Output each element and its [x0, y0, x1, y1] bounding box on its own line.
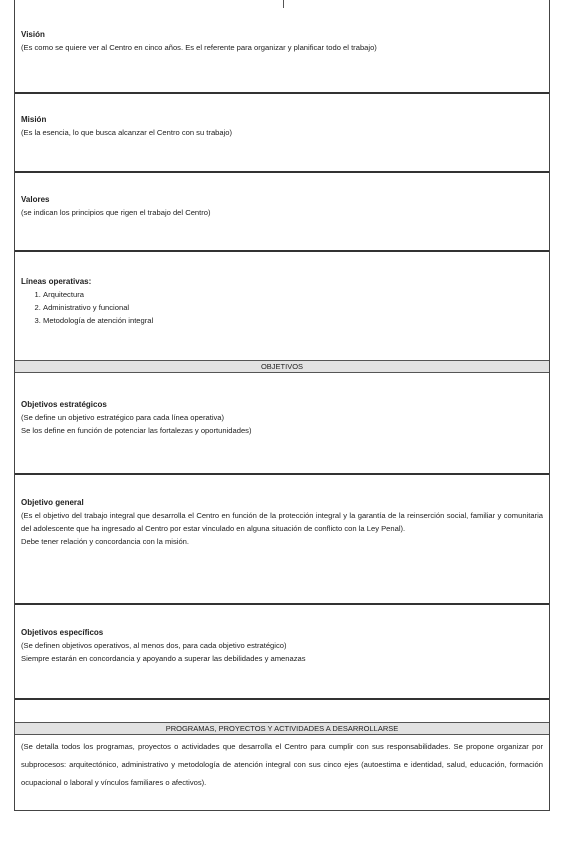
list-item: 1. Arquitectura — [43, 288, 543, 301]
divider — [15, 473, 549, 475]
strategic-line: (Se define un objetivo estratégico para cada línea operativa) — [21, 413, 225, 422]
divider — [15, 698, 549, 700]
programs-text: (Se detalla todos los programas, proyectos o actividades que desarrolla el Centro para cumplir con sus responsabilidades. Se propone organizar por subprocesos: arquitectónico, administrativo y metodología de atención integral con sus cinco ejes (autoestima e identidad, salud, educación, formación ocupacional o laboral y vínculos familiares o afectivos). — [21, 742, 543, 787]
general-section — [21, 496, 543, 548]
mission-section — [21, 113, 543, 139]
objectives-header: OBJETIVOS — [15, 360, 549, 373]
vision-text: (Es como se quiere ver al Centro en cinco años. Es el referente para organizar y planificar todo el trabajo) — [21, 43, 377, 52]
specific-title: Objetivos específicos — [21, 628, 104, 637]
values-title: Valores — [21, 195, 50, 204]
list-item: 2. Administrativo y funcional — [43, 301, 543, 314]
vision-section — [21, 28, 543, 54]
lines-list — [21, 288, 543, 327]
divider — [15, 250, 549, 252]
document-page — [14, 0, 550, 811]
divider — [15, 171, 549, 173]
general-text: (Es el objetivo del trabajo integral que desarrolla el Centro en función de la protección integral y la garantía de la reinserción social, familiar y comunitaria del adolescente que ha ingresado al Centro por estar vinculado en alguna situación de conflicto con la Ley Penal). — [21, 511, 543, 533]
divider — [15, 92, 549, 94]
values-section — [21, 193, 543, 219]
strategic-section — [21, 398, 543, 437]
list-item: 3. Metodología de atención integral — [43, 314, 543, 327]
divider — [15, 603, 549, 605]
lines-section — [21, 275, 543, 327]
lines-title: Líneas operativas: — [21, 277, 92, 286]
page-marker — [283, 0, 284, 8]
strategic-title: Objetivos estratégicos — [21, 400, 107, 409]
specific-section — [21, 626, 543, 665]
mission-title: Misión — [21, 115, 47, 124]
general-title: Objetivo general — [21, 498, 84, 507]
programs-header: PROGRAMAS, PROYECTOS Y ACTIVIDADES A DESARROLLARSE — [15, 722, 549, 735]
general-extra: Debe tener relación y concordancia con la misión. — [21, 537, 189, 546]
specific-line: Siempre estarán en concordancia y apoyando a superar las debilidades y amenazas — [21, 654, 306, 663]
vision-title: Visión — [21, 30, 45, 39]
mission-text: (Es la esencia, lo que busca alcanzar el Centro con su trabajo) — [21, 128, 233, 137]
programs-section — [21, 738, 543, 792]
specific-line: (Se definen objetivos operativos, al menos dos, para cada objetivo estratégico) — [21, 641, 287, 650]
strategic-line: Se los define en función de potenciar las fortalezas y oportunidades) — [21, 426, 252, 435]
values-text: (se indican los principios que rigen el trabajo del Centro) — [21, 208, 211, 217]
